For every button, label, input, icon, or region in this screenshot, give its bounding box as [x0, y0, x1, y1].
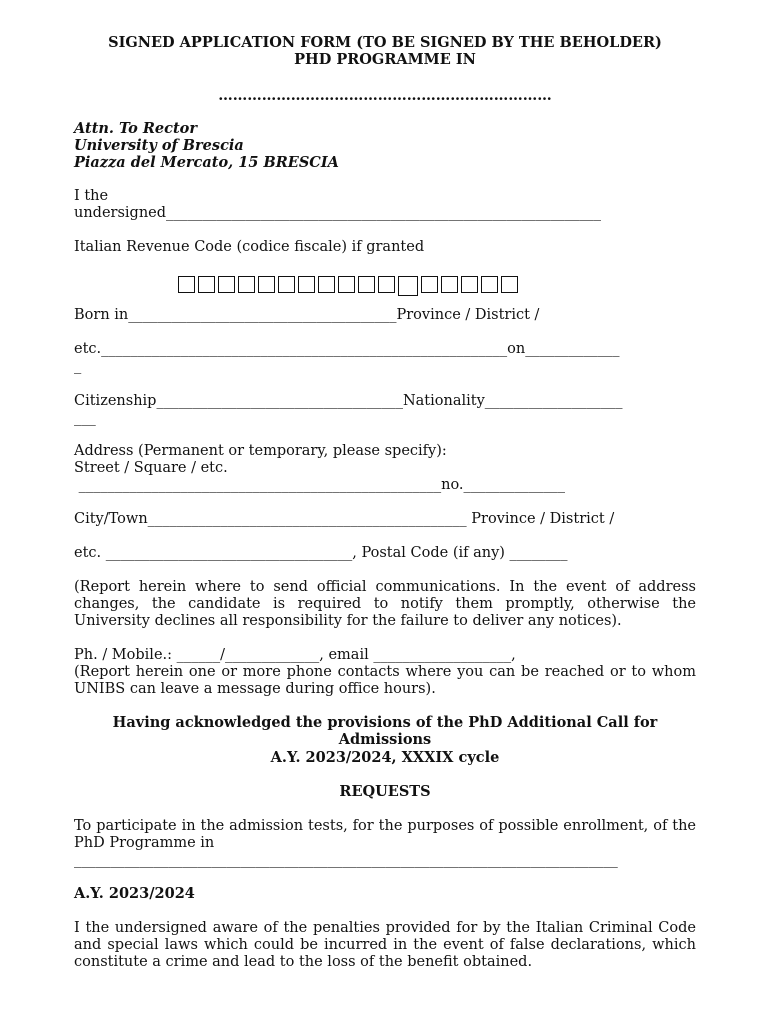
- programme-field[interactable]: ___________________________________________________________________________: [74, 852, 618, 868]
- academic-year: A.Y. 2023/2024: [74, 885, 195, 902]
- postal-code-field[interactable]: etc. __________________________________, Postal Code (if any) ________: [74, 545, 568, 561]
- form-subtitle: PHD PROGRAMME IN: [294, 51, 476, 68]
- phone-email-field[interactable]: Ph. / Mobile.: ______/_____________, email ___________________,: [74, 647, 516, 663]
- code-box[interactable]: [378, 276, 395, 293]
- participate-text: To participate in the admission tests, for the purposes of possible enrollment, of the PhD Programme in: [74, 818, 696, 851]
- address-label: Address (Permanent or temporary, please specify):: [74, 443, 447, 459]
- code-box[interactable]: [178, 276, 195, 293]
- penalties-text: I the undersigned aware of the penalties provided for by the Italian Criminal Code and special laws which could be incurred in the event of false declarations, which constitute a crime and lead to the loss of the benefit obtained.: [74, 920, 696, 970]
- programme-blank[interactable]: ……………………………………………………………: [218, 87, 552, 104]
- university-line: University of Brescia: [74, 137, 244, 154]
- acknowledged-heading-2: Admissions: [338, 731, 432, 748]
- code-box[interactable]: [278, 276, 295, 293]
- street-line: Piazza del Mercato, 15 BRESCIA: [74, 154, 339, 171]
- fiscal-code-boxes[interactable]: [178, 276, 518, 296]
- code-box[interactable]: [338, 276, 355, 293]
- city-field[interactable]: City/Town____________________________________________ Province / District /: [74, 511, 615, 527]
- acknowledged-heading-1: Having acknowledged the provisions of the PhD Additional Call for: [112, 714, 658, 731]
- code-box[interactable]: [461, 276, 478, 293]
- street-no-field[interactable]: __________________________________________________no.______________: [74, 477, 566, 493]
- attn-line: Attn. To Rector: [74, 120, 197, 137]
- form-title: SIGNED APPLICATION FORM (TO BE SIGNED BY THE BEHOLDER): [108, 34, 662, 51]
- code-box[interactable]: [421, 276, 438, 293]
- phone-note: (Report herein one or more phone contacts where you can be reached or to whom UNIBS can leave a message during office hours).: [74, 664, 696, 697]
- undersigned-field[interactable]: undersigned____________________________________________________________: [74, 205, 602, 221]
- street-square-label: Street / Square / etc.: [74, 460, 228, 476]
- code-box[interactable]: [481, 276, 498, 293]
- citizenship-wrap: ___: [74, 410, 96, 426]
- born-in-field[interactable]: Born in_____________________________________Province / District /: [74, 307, 540, 323]
- code-box[interactable]: [258, 276, 275, 293]
- born-etc-field[interactable]: etc.________________________________________________________on_____________: [74, 341, 620, 357]
- code-box[interactable]: [441, 276, 458, 293]
- report-communications-note: (Report herein where to send official communications. In the event of address changes, the candidate is required to notify them promptly, otherwise the University declines all responsibility for the failure to deliver any notices).: [74, 579, 696, 629]
- academic-year-cycle: A.Y. 2023/2024, XXXIX cycle: [270, 749, 500, 766]
- citizenship-field[interactable]: Citizenship__________________________________Nationality___________________: [74, 393, 623, 409]
- code-box[interactable]: [398, 276, 418, 296]
- code-box[interactable]: [358, 276, 375, 293]
- code-box[interactable]: [238, 276, 255, 293]
- revenue-code-label: Italian Revenue Code (codice fiscale) if granted: [74, 239, 425, 255]
- code-box[interactable]: [298, 276, 315, 293]
- code-box[interactable]: [198, 276, 215, 293]
- code-box[interactable]: [318, 276, 335, 293]
- requests-heading: REQUESTS: [339, 783, 431, 800]
- i-the-label: I the: [74, 188, 109, 204]
- code-box[interactable]: [501, 276, 518, 293]
- born-etc-wrap: _: [74, 358, 82, 374]
- code-box[interactable]: [218, 276, 235, 293]
